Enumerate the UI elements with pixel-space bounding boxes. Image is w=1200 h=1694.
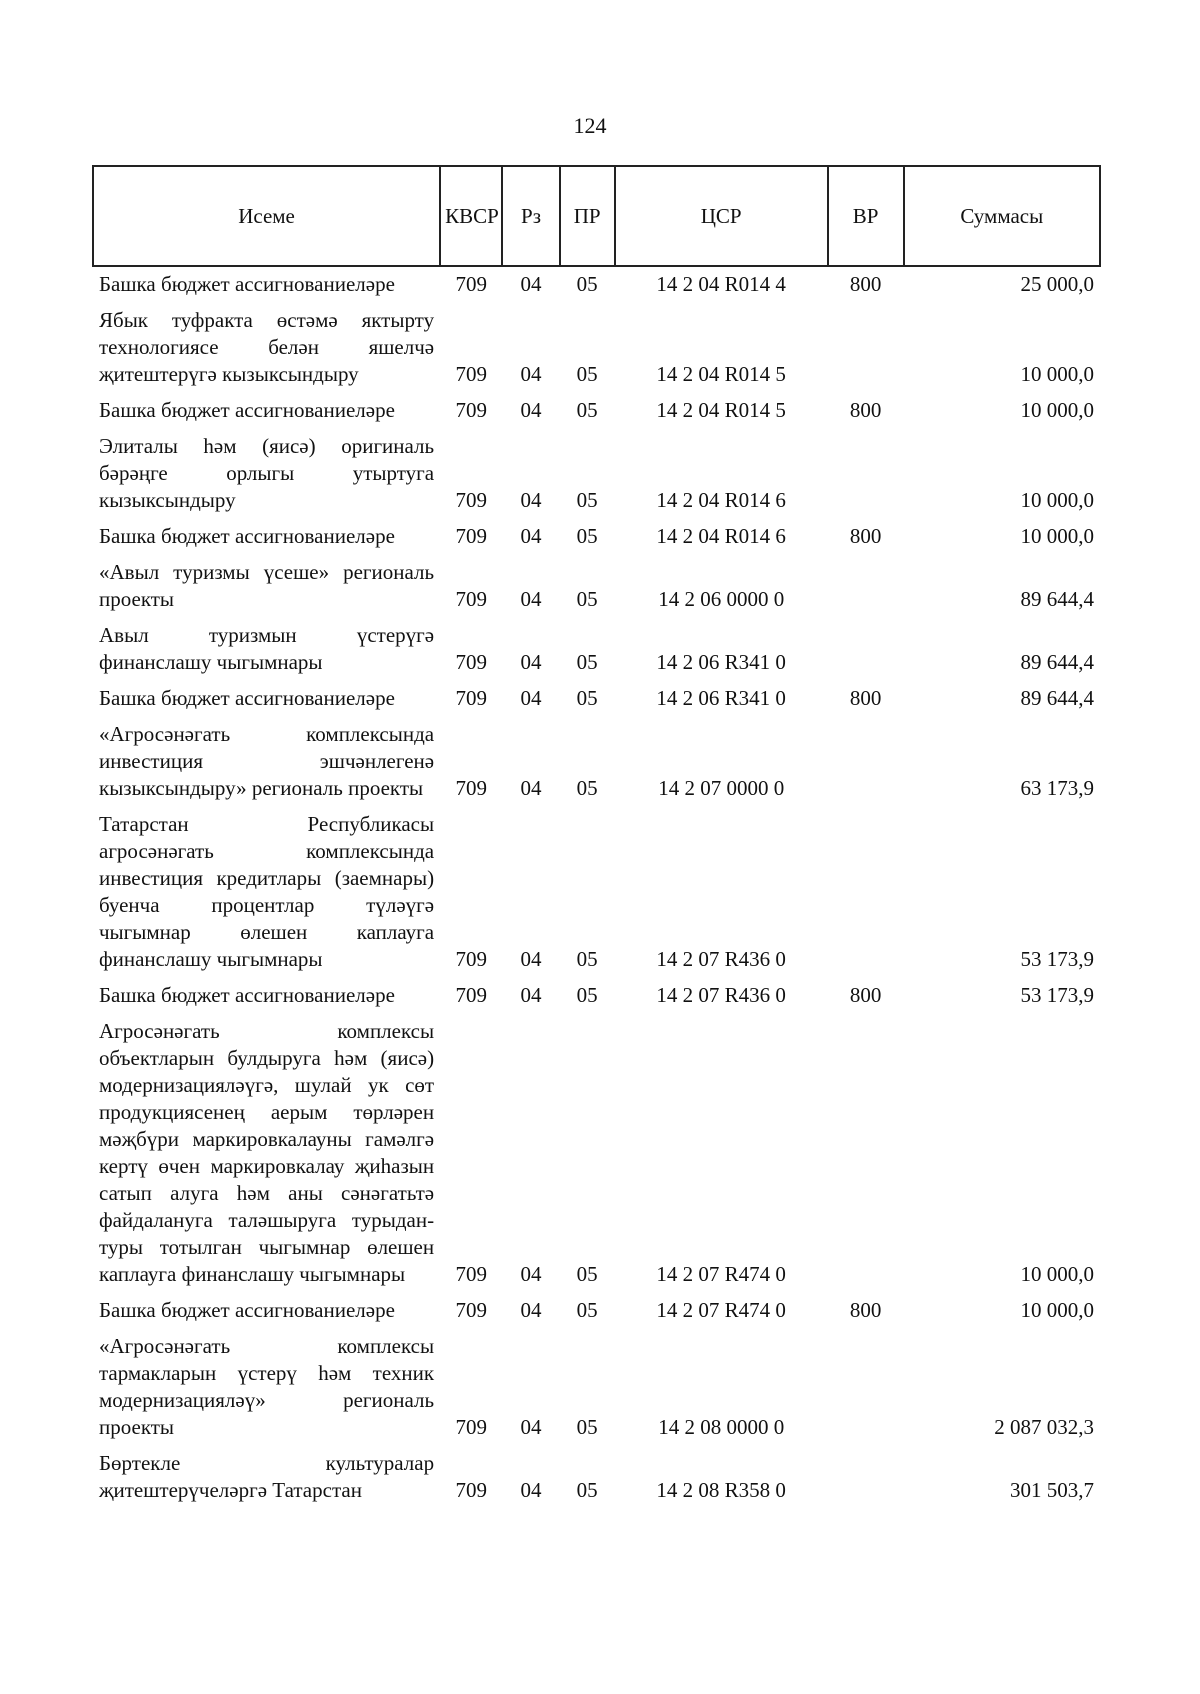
- row-vr: [828, 1446, 904, 1509]
- row-vr: 800: [849, 524, 882, 548]
- row-amount: 25 000,0: [1020, 272, 1094, 296]
- row-kvsr: 709: [455, 1478, 488, 1502]
- row-name: «Агросәнәгать комплексы тармакларын үстерү һәм техник модернизацияләү» региональ проекты: [99, 1334, 435, 1439]
- header-vr: ВР: [828, 166, 904, 266]
- row-name: Башка бюджет ассигнованиеләре: [99, 686, 395, 710]
- row-pr: 05: [576, 1298, 598, 1322]
- header-rz: Рз: [502, 166, 559, 266]
- row-name: Бөртекле культуралар җитештерүчеләргә Татарстан: [99, 1451, 435, 1502]
- header-pr: ПР: [560, 166, 615, 266]
- table-row: [93, 429, 1100, 519]
- row-name: Элиталы һәм (яисә) оригиналь бәрәңге орлыгы утыртуга кызыксындыру: [99, 434, 435, 512]
- table-row: [93, 978, 1100, 1014]
- row-rz: 04: [520, 1298, 542, 1322]
- row-kvsr: 709: [455, 362, 488, 386]
- row-rz: 04: [520, 488, 542, 512]
- row-kvsr: 709: [455, 686, 488, 710]
- row-rz: 04: [520, 398, 542, 422]
- row-rz: 04: [520, 524, 542, 548]
- row-name: Агросәнәгать комплексы объектларын булдыруга һәм (яисә) модернизацияләүгә, шулай ук сөт продукциясенең аерым төрләрен мәҗбүри маркировкалауны гамәлгә кертү өчен маркировкалау җиһазын сатып алуга һәм аны сәнәгатьтә файдалануга таләшыруга турыдан-туры тотылган чыгымнар өлешен каплауга финанслашу чыгымнары: [99, 1019, 435, 1286]
- row-vr: [828, 303, 904, 393]
- row-pr: 05: [576, 1415, 598, 1439]
- row-name: Татарстан Республикасы агросәнәгать комплексында инвестиция кредитлары (заемнары) буенча процентлар түләүгә чыгымнар өлешен каплауга финанслашу чыгымнары: [99, 812, 435, 971]
- table-row: [93, 519, 1100, 555]
- row-pr: 05: [576, 947, 598, 971]
- row-amount: 10 000,0: [1020, 1298, 1094, 1322]
- row-amount: 53 173,9: [1020, 983, 1094, 1007]
- row-pr: 05: [576, 983, 598, 1007]
- table-row: [93, 266, 1100, 303]
- table-row: [93, 555, 1100, 618]
- row-rz: 04: [520, 1478, 542, 1502]
- row-name: Башка бюджет ассигнованиеләре: [99, 1298, 395, 1322]
- row-kvsr: 709: [455, 524, 488, 548]
- row-vr: 800: [849, 983, 882, 1007]
- row-amount: 10 000,0: [1020, 488, 1094, 512]
- row-vr: [828, 807, 904, 978]
- row-name: Башка бюджет ассигнованиеләре: [99, 398, 395, 422]
- row-pr: 05: [576, 776, 598, 800]
- row-amount: 10 000,0: [1020, 362, 1094, 386]
- row-kvsr: 709: [455, 1262, 488, 1286]
- row-pr: 05: [576, 488, 598, 512]
- row-kvsr: 709: [455, 1298, 488, 1322]
- row-pr: 05: [576, 524, 598, 548]
- row-amount: 89 644,4: [1020, 587, 1094, 611]
- row-vr: [828, 717, 904, 807]
- header-name: Исеме: [93, 166, 440, 266]
- row-csr: 14 2 04 R014 6: [656, 524, 786, 548]
- row-vr: [828, 1329, 904, 1446]
- row-csr: 14 2 04 R014 5: [656, 362, 786, 386]
- row-kvsr: 709: [455, 1415, 488, 1439]
- row-vr: 800: [849, 272, 882, 296]
- budget-table: [92, 165, 1101, 1509]
- row-vr: [828, 618, 904, 681]
- table-row: [93, 393, 1100, 429]
- table-row: [93, 717, 1100, 807]
- row-csr: 14 2 06 R341 0: [656, 650, 786, 674]
- row-csr: 14 2 08 0000 0: [658, 1415, 785, 1439]
- row-amount: 10 000,0: [1020, 524, 1094, 548]
- table-row: [93, 1293, 1100, 1329]
- row-kvsr: 709: [455, 947, 488, 971]
- row-csr: 14 2 06 R341 0: [656, 686, 786, 710]
- row-vr: [828, 555, 904, 618]
- table-row: [93, 1329, 1100, 1446]
- table-row: [93, 681, 1100, 717]
- row-pr: 05: [576, 362, 598, 386]
- table-row: [93, 807, 1100, 978]
- row-name: «Агросәнәгать комплексында инвестиция эшчәнлегенә кызыксындыру» региональ проекты: [99, 722, 435, 800]
- row-kvsr: 709: [455, 398, 488, 422]
- row-csr: 14 2 04 R014 4: [656, 272, 786, 296]
- row-amount: 63 173,9: [1020, 776, 1094, 800]
- row-csr: 14 2 07 R474 0: [656, 1298, 786, 1322]
- row-pr: 05: [576, 1262, 598, 1286]
- row-name: Башка бюджет ассигнованиеләре: [99, 983, 395, 1007]
- row-rz: 04: [520, 1262, 542, 1286]
- row-pr: 05: [576, 650, 598, 674]
- table-row: [93, 1446, 1100, 1509]
- table-header-row: [93, 166, 1100, 266]
- row-amount: 89 644,4: [1020, 686, 1094, 710]
- row-csr: 14 2 07 0000 0: [658, 776, 785, 800]
- table-row: [93, 303, 1100, 393]
- row-rz: 04: [520, 947, 542, 971]
- row-csr: 14 2 08 R358 0: [656, 1478, 786, 1502]
- row-amount: 301 503,7: [1010, 1478, 1094, 1502]
- row-rz: 04: [520, 362, 542, 386]
- row-name: «Авыл туризмы үсеше» региональ проекты: [99, 560, 435, 611]
- row-pr: 05: [576, 1478, 598, 1502]
- row-csr: 14 2 07 R436 0: [656, 983, 786, 1007]
- table-row: [93, 618, 1100, 681]
- row-rz: 04: [520, 686, 542, 710]
- header-amount: Суммасы: [904, 166, 1100, 266]
- row-amount: 53 173,9: [1020, 947, 1094, 971]
- row-pr: 05: [576, 587, 598, 611]
- row-csr: 14 2 07 R474 0: [656, 1262, 786, 1286]
- row-vr: [828, 429, 904, 519]
- row-csr: 14 2 07 R436 0: [656, 947, 786, 971]
- row-csr: 14 2 04 R014 5: [656, 398, 786, 422]
- row-vr: 800: [849, 398, 882, 422]
- row-csr: 14 2 06 0000 0: [658, 587, 785, 611]
- row-kvsr: 709: [455, 776, 488, 800]
- header-csr: ЦСР: [615, 166, 828, 266]
- row-name: Башка бюджет ассигнованиеләре: [99, 272, 395, 296]
- row-pr: 05: [576, 272, 598, 296]
- row-kvsr: 709: [455, 272, 488, 296]
- row-kvsr: 709: [455, 488, 488, 512]
- row-rz: 04: [520, 776, 542, 800]
- row-kvsr: 709: [455, 983, 488, 1007]
- row-amount: 10 000,0: [1020, 1262, 1094, 1286]
- row-vr: [828, 1014, 904, 1293]
- row-amount: 10 000,0: [1020, 398, 1094, 422]
- row-rz: 04: [520, 650, 542, 674]
- row-csr: 14 2 04 R014 6: [656, 488, 786, 512]
- row-rz: 04: [520, 983, 542, 1007]
- row-name: Ябык туфракта өстәмә яктырту технологиясе белән яшелчә җитештерүгә кызыксындыру: [99, 308, 435, 386]
- row-rz: 04: [520, 587, 542, 611]
- row-name: Авыл туризмын үстерүгә финанслашу чыгымнары: [99, 623, 435, 674]
- row-amount: 2 087 032,3: [994, 1415, 1094, 1439]
- row-amount: 89 644,4: [1020, 650, 1094, 674]
- page-number: 124: [573, 113, 607, 138]
- row-rz: 04: [520, 272, 542, 296]
- row-pr: 05: [576, 686, 598, 710]
- table-row: [93, 1014, 1100, 1293]
- header-kvsr: КВСР: [440, 166, 502, 266]
- row-pr: 05: [576, 398, 598, 422]
- row-name: Башка бюджет ассигнованиеләре: [99, 524, 395, 548]
- row-vr: 800: [849, 686, 882, 710]
- row-vr: 800: [849, 1298, 882, 1322]
- row-rz: 04: [520, 1415, 542, 1439]
- row-kvsr: 709: [455, 650, 488, 674]
- row-kvsr: 709: [455, 587, 488, 611]
